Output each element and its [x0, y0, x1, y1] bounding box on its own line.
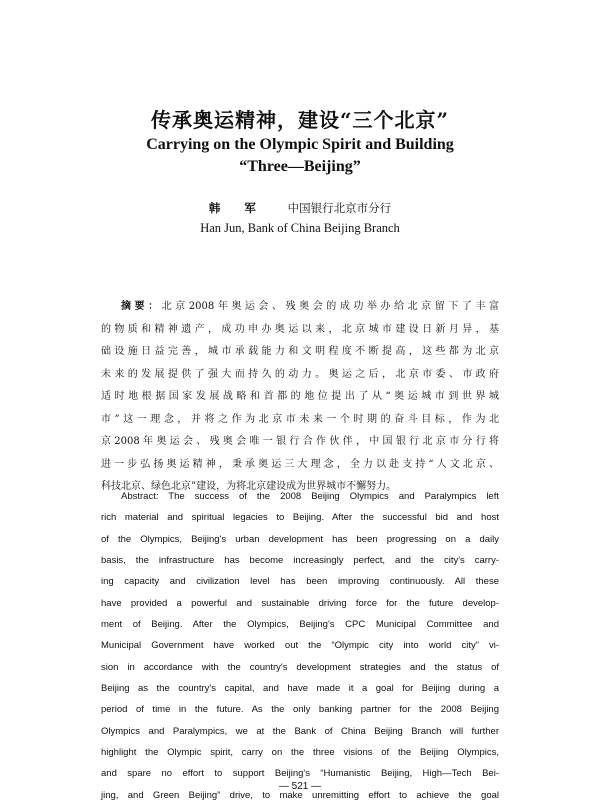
abstract-en-line: Abstract: The success of the 2008 Beijing Olympics and Paralympics left — [121, 491, 499, 502]
abstract-cn-line: 适时地根据国家发展战略和首都的地位提出了从“奥运城市到世界城 — [101, 391, 499, 402]
abstract-cn-line: 摘要：北京2008年奥运会、残奥会的成功举办给北京留下了丰富 — [121, 301, 500, 312]
abstract-cn-line: 的物质和精神遗产，成功申办奥运以来，北京城市建设日新月异，基 — [101, 323, 499, 335]
abstract-cn-line: 京2008年奥运会、残奥会唯一银行合作伙伴，中国银行北京市分行将 — [101, 436, 499, 447]
abstract-cn-label: 摘要： — [121, 301, 162, 312]
author-english: Han Jun, Bank of China Beijing Branch — [200, 221, 400, 235]
abstract-en-line: highlight the Olympic spirit, carry on the three visions of the Beijing Olympics, — [101, 747, 499, 759]
abstract-cn-line: 市”这一理念，并将之作为北京市未来一个时期的奋斗目标，作为北 — [101, 413, 499, 425]
title-english-line1: Carrying on the Olympic Spirit and Building — [146, 136, 454, 153]
abstract-cn-line: 未来的发展提供了强大而持久的动力。奥运之后，北京市委、市政府 — [101, 368, 499, 380]
abstract-cn-line: 进一步弘扬奥运精神，秉承奥运三大理念，全力以赴支持“人文北京、 — [101, 458, 499, 470]
abstract-en-line: of the Olympics, Beijing's urban development has been progressing on a daily — [101, 533, 499, 545]
abstract-chinese — [101, 296, 499, 499]
author-chinese-affiliation: 中国银行北京市分行 — [287, 201, 392, 215]
abstract-en-line: Olympics and Paralympics, we at the Bank of China Beijing Branch will further — [101, 725, 499, 737]
page-number: — 521 — — [278, 781, 322, 792]
title-english-line2: “Three—Beijing” — [239, 158, 361, 175]
abstract-en-line: have provided a powerful and sustainable driving force for the future develop- — [101, 597, 499, 609]
title-chinese: 传承奥运精神，建设“三个北京” — [150, 108, 449, 132]
abstract-en-line: rich material and spiritual legacies to Beijing. After the successful bid and host — [101, 512, 499, 524]
abstract-en-line: and spare no effort to support Beijing's “Humanistic Beijing, High—Tech Bei- — [101, 768, 499, 780]
abstract-en-line: basis, the infrastructure has become increasingly perfect, and the city's carry- — [101, 555, 499, 567]
abstract-cn-line: 础设施日益完善，城市承载能力和文明程度不断提高，这些都为北京 — [101, 346, 499, 357]
author-chinese — [0, 200, 600, 216]
abstract-en-line: Municipal Government have worked out the “Olympic city into world city” vi- — [101, 640, 499, 652]
abstract-en-line: Beijing as the country's capital, and have made it a goal for Beijing during a — [101, 683, 499, 695]
abstract-en-line: sion in accordance with the country's development strategies and the status of — [101, 661, 499, 673]
abstract-en-line: jing, and Green Beijing” drive, to make unremitting effort to achieve the goal — [101, 789, 499, 801]
abstract-en-line: ing capacity and civilization level has been improving continuously. All these — [101, 576, 499, 588]
abstract-en-line: ment of Beijing. After the Olympics, Beijing's CPC Municipal Committee and — [101, 619, 499, 631]
abstract-cn-line: 科技北京、绿色北京”建设，为将北京建设成为世界城市不懈努力。 — [101, 481, 397, 492]
author-chinese-name: 韩 军 — [208, 201, 266, 215]
abstract-english — [101, 486, 499, 806]
abstract-en-line: period of time in the future. As the only banking partner for the 2008 Beijing — [101, 704, 499, 716]
